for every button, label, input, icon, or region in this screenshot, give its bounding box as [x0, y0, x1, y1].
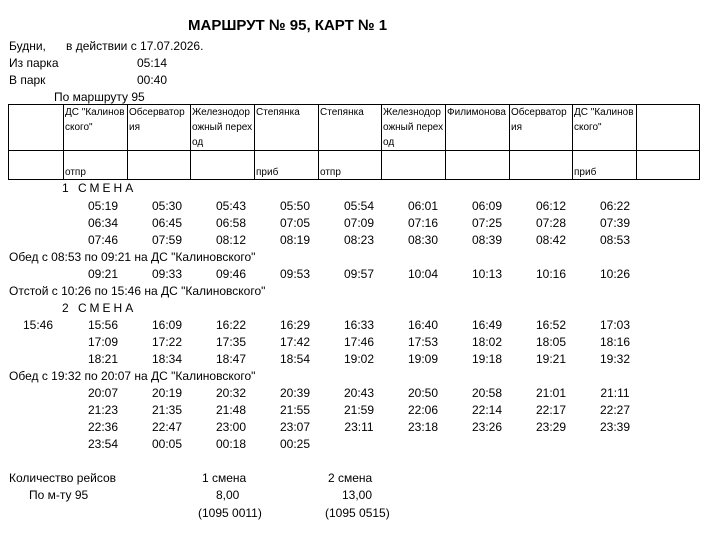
departure-time: 17:22 [151, 335, 183, 349]
departure-time: 08:39 [471, 233, 503, 247]
departure-time: 18:02 [471, 335, 503, 349]
departure-time: 20:19 [151, 386, 183, 400]
shift-2-summary-header: 2 смена [328, 471, 373, 485]
shift-1-summary-header: 1 смена [202, 471, 247, 485]
stop-name: ДС "Калиновского" [573, 105, 637, 151]
departure-time: 07:59 [151, 233, 183, 247]
out-of-park-time: 05:14 [137, 56, 168, 70]
shift-2-start-time: 15:46 [23, 318, 54, 332]
departure-time: 21:59 [343, 403, 375, 417]
departure-time: 16:40 [407, 318, 439, 332]
departure-time: 22:14 [471, 403, 503, 417]
departure-time: 23:11 [344, 420, 374, 434]
departure-time: 18:16 [599, 335, 631, 349]
departure-time: 23:26 [471, 420, 503, 434]
departure-time: 19:02 [343, 352, 375, 366]
departure-time: 06:34 [87, 216, 119, 230]
stop-name: Филимонова [446, 105, 510, 151]
departure-time: 17:53 [407, 335, 439, 349]
departure-time: 18:54 [279, 352, 311, 366]
departure-time: 17:35 [215, 335, 247, 349]
departure-time: 18:05 [535, 335, 567, 349]
departure-time: 17:09 [87, 335, 119, 349]
departure-time: 06:12 [535, 199, 567, 213]
departure-time: 23:00 [215, 420, 247, 434]
departure-time: 08:12 [215, 233, 247, 247]
stop-name: Железнодорожный переход [191, 105, 255, 151]
departure-time: 10:16 [535, 267, 567, 281]
route-count-label: По м-ту 95 [29, 488, 89, 502]
layover-note: Отстой с 10:26 по 15:46 на ДС "Калиновского" [9, 284, 266, 298]
departure-time: 09:53 [279, 267, 311, 281]
to-park-label: В парк [9, 73, 46, 87]
stop-type [382, 151, 446, 180]
departure-time: 07:05 [279, 216, 311, 230]
departure-time: 05:50 [279, 199, 311, 213]
stop-type [128, 151, 191, 180]
departure-time: 18:21 [87, 352, 119, 366]
departure-time: 22:47 [151, 420, 183, 434]
effective-date: в действии с 17.07.2026. [66, 39, 204, 53]
stop-type: отпр [64, 151, 128, 180]
departure-time: 21:23 [87, 403, 119, 417]
departure-time: 16:29 [279, 318, 311, 332]
departure-time: 19:21 [535, 352, 567, 366]
departure-time: 23:18 [407, 420, 439, 434]
stop-name [637, 105, 700, 151]
departure-time: 08:42 [535, 233, 567, 247]
stop-name: Степянка [319, 105, 382, 151]
departure-time: 07:39 [599, 216, 631, 230]
departure-time: 05:19 [87, 199, 119, 213]
stop-name: Железнодорожный переход [382, 105, 446, 151]
departure-time: 20:39 [279, 386, 311, 400]
departure-time: 22:36 [87, 420, 119, 434]
stop-type [637, 151, 700, 180]
departure-time: 05:54 [343, 199, 375, 213]
blank-cell [9, 151, 64, 180]
departure-time: 06:58 [215, 216, 247, 230]
departure-time: 15:56 [87, 318, 119, 332]
departure-time: 00:05 [151, 437, 183, 451]
route-label: По маршруту 95 [54, 90, 145, 104]
departure-time: 07:09 [343, 216, 375, 230]
stop-type [510, 151, 573, 180]
departure-time: 21:48 [215, 403, 247, 417]
departure-time: 00:25 [279, 437, 311, 451]
departure-time: 21:35 [151, 403, 183, 417]
departure-time: 10:26 [599, 267, 631, 281]
departure-time: 06:45 [151, 216, 183, 230]
departure-time: 23:29 [535, 420, 567, 434]
departure-time: 10:04 [407, 267, 439, 281]
departure-time: 23:39 [599, 420, 631, 434]
departure-time: 16:33 [343, 318, 375, 332]
departure-time: 20:58 [471, 386, 503, 400]
departure-time: 21:11 [600, 386, 630, 400]
to-park-time: 00:40 [137, 73, 168, 87]
departure-time: 06:22 [599, 199, 631, 213]
departure-time: 09:21 [87, 267, 119, 281]
lunch-note-1: Обед с 08:53 по 09:21 на ДС "Калиновского" [9, 250, 256, 264]
departure-time: 00:18 [215, 437, 247, 451]
stop-types-row [9, 151, 700, 180]
departure-time: 07:46 [87, 233, 119, 247]
stop-names-row [9, 105, 700, 151]
shift-2-trip-count: 13,00 [342, 488, 373, 502]
departure-time: 10:13 [471, 267, 503, 281]
departure-time: 08:19 [279, 233, 311, 247]
departure-time: 09:33 [151, 267, 183, 281]
stop-name: ДС "Калиновского" [64, 105, 128, 151]
departure-time: 23:54 [87, 437, 119, 451]
departure-time: 08:30 [407, 233, 439, 247]
departure-time: 07:28 [535, 216, 567, 230]
stop-type: приб [573, 151, 637, 180]
blank-cell [9, 105, 64, 151]
departure-time: 20:07 [87, 386, 119, 400]
out-of-park-label: Из парка [9, 56, 59, 70]
trips-count-label: Количество рейсов [9, 471, 117, 485]
departure-time: 20:50 [407, 386, 439, 400]
shift-2-heading: 2 СМЕНА [62, 301, 137, 315]
departure-time: 16:52 [535, 318, 567, 332]
shift-1-heading: 1 СМЕНА [62, 181, 137, 195]
departure-time: 09:46 [215, 267, 247, 281]
departure-time: 17:42 [279, 335, 311, 349]
departure-time: 17:03 [599, 318, 631, 332]
departure-time: 08:23 [343, 233, 375, 247]
departure-time: 20:32 [215, 386, 247, 400]
departure-time: 22:27 [599, 403, 631, 417]
departure-time: 21:01 [535, 386, 567, 400]
shift-1-trip-count: 8,00 [216, 488, 240, 502]
lunch-note-2: Обед с 19:32 по 20:07 на ДС "Калиновского" [9, 369, 256, 383]
departure-time: 21:55 [279, 403, 311, 417]
departure-time: 18:47 [215, 352, 247, 366]
departure-time: 09:57 [343, 267, 375, 281]
stop-type: отпр [319, 151, 382, 180]
stop-name: Обсерватория [510, 105, 573, 151]
days-label: Будни, [9, 39, 46, 53]
stop-name: Обсерватория [128, 105, 191, 151]
stop-type: приб [255, 151, 319, 180]
departure-time: 20:43 [343, 386, 375, 400]
shift-2-code: (1095 0515) [325, 506, 390, 520]
departure-time: 05:30 [151, 199, 183, 213]
stop-type [446, 151, 510, 180]
departure-time: 17:46 [343, 335, 375, 349]
departure-time: 22:06 [407, 403, 439, 417]
departure-time: 06:09 [471, 199, 503, 213]
stops-table [8, 104, 700, 180]
departure-time: 23:07 [279, 420, 311, 434]
stop-name: Степянка [255, 105, 319, 151]
departure-time: 16:49 [471, 318, 503, 332]
stop-type [191, 151, 255, 180]
departure-time: 07:16 [407, 216, 439, 230]
shift-1-code: (1095 0011) [198, 506, 262, 520]
departure-time: 19:18 [471, 352, 503, 366]
departure-time: 08:53 [599, 233, 631, 247]
page-title: МАРШРУТ № 95, КАРТ № 1 [188, 17, 388, 34]
departure-time: 19:32 [599, 352, 631, 366]
departure-time: 22:17 [535, 403, 567, 417]
departure-time: 07:25 [471, 216, 503, 230]
departure-time: 06:01 [407, 199, 439, 213]
departure-time: 16:09 [151, 318, 183, 332]
departure-time: 18:34 [151, 352, 183, 366]
departure-time: 16:22 [215, 318, 247, 332]
departure-time: 19:09 [407, 352, 439, 366]
departure-time: 05:43 [215, 199, 247, 213]
